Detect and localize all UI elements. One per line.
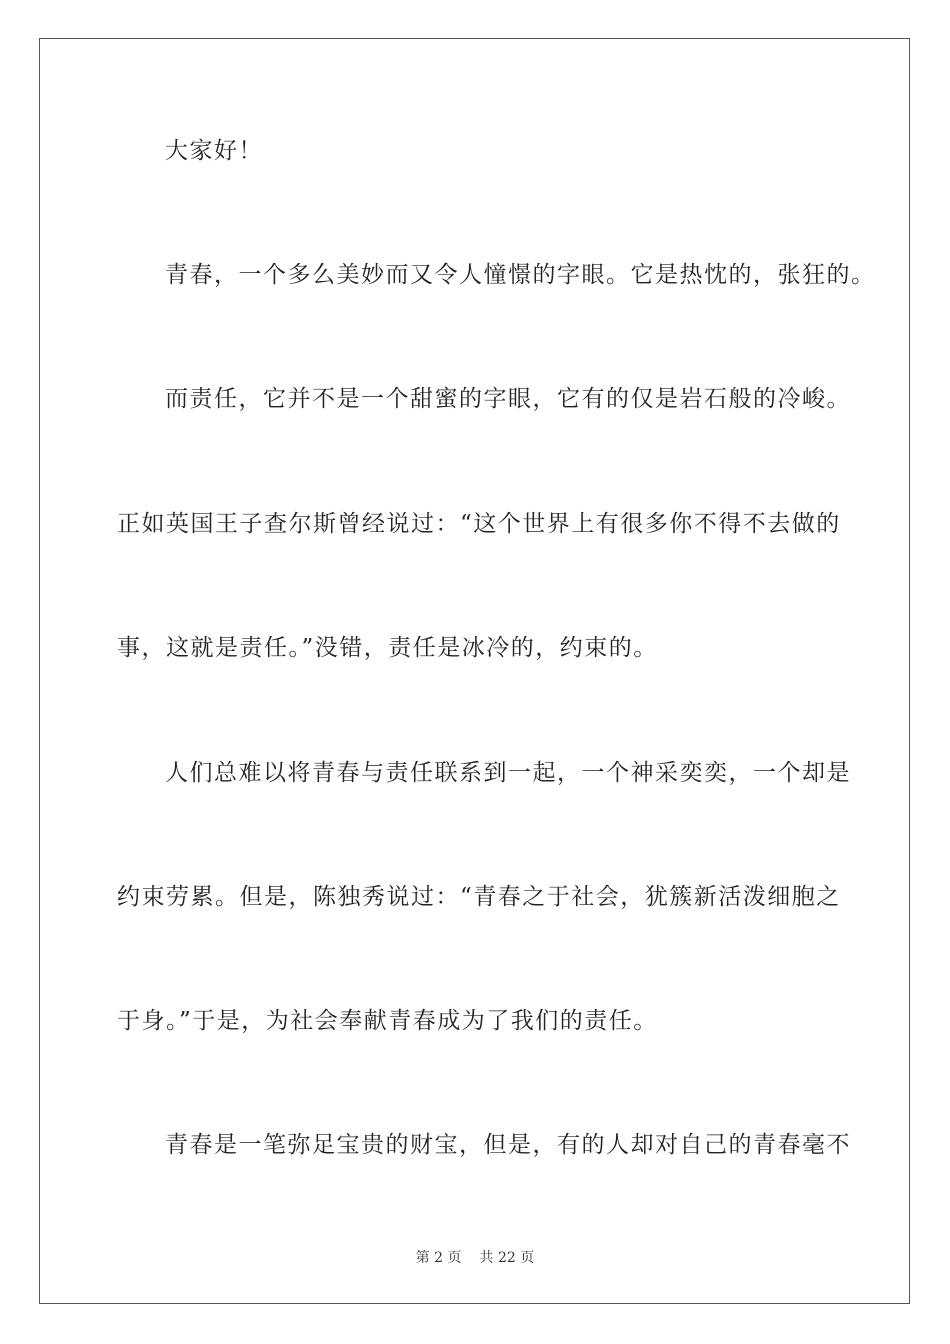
page-footer <box>0 1247 950 1267</box>
text-line-6: 约束劳累。但是，陈独秀说过：“青春之于社会，犹簇新活泼细胞之 <box>117 884 841 910</box>
text-line-greeting: 大家好！ <box>165 138 263 164</box>
text-line-7: 于身。”于是，为社会奉献青春成为了我们的责任。 <box>117 1008 658 1034</box>
text-line-4: 事，这就是责任。”没错，责任是冰冷的，约束的。 <box>117 635 658 661</box>
text-line-3: 正如英国王子查尔斯曾经说过：“这个世界上有很多你不得不去做的 <box>117 511 841 537</box>
page-total: 共 22 页 <box>479 1250 535 1266</box>
text-line-5: 人们总难以将青春与责任联系到一起，一个神采奕奕，一个却是 <box>165 760 851 786</box>
page-frame <box>39 38 910 1304</box>
text-line-8: 青春是一笔弥足宝贵的财宝，但是，有的人却对自己的青春毫不 <box>165 1132 851 1158</box>
text-line-1: 青春，一个多么美妙而又令人憧憬的字眼。它是热忱的，张狂的。 <box>165 262 876 288</box>
page-number: 第 2 页 <box>415 1250 462 1266</box>
text-line-2: 而责任，它并不是一个甜蜜的字眼，它有的仅是岩石般的冷峻。 <box>165 386 851 412</box>
